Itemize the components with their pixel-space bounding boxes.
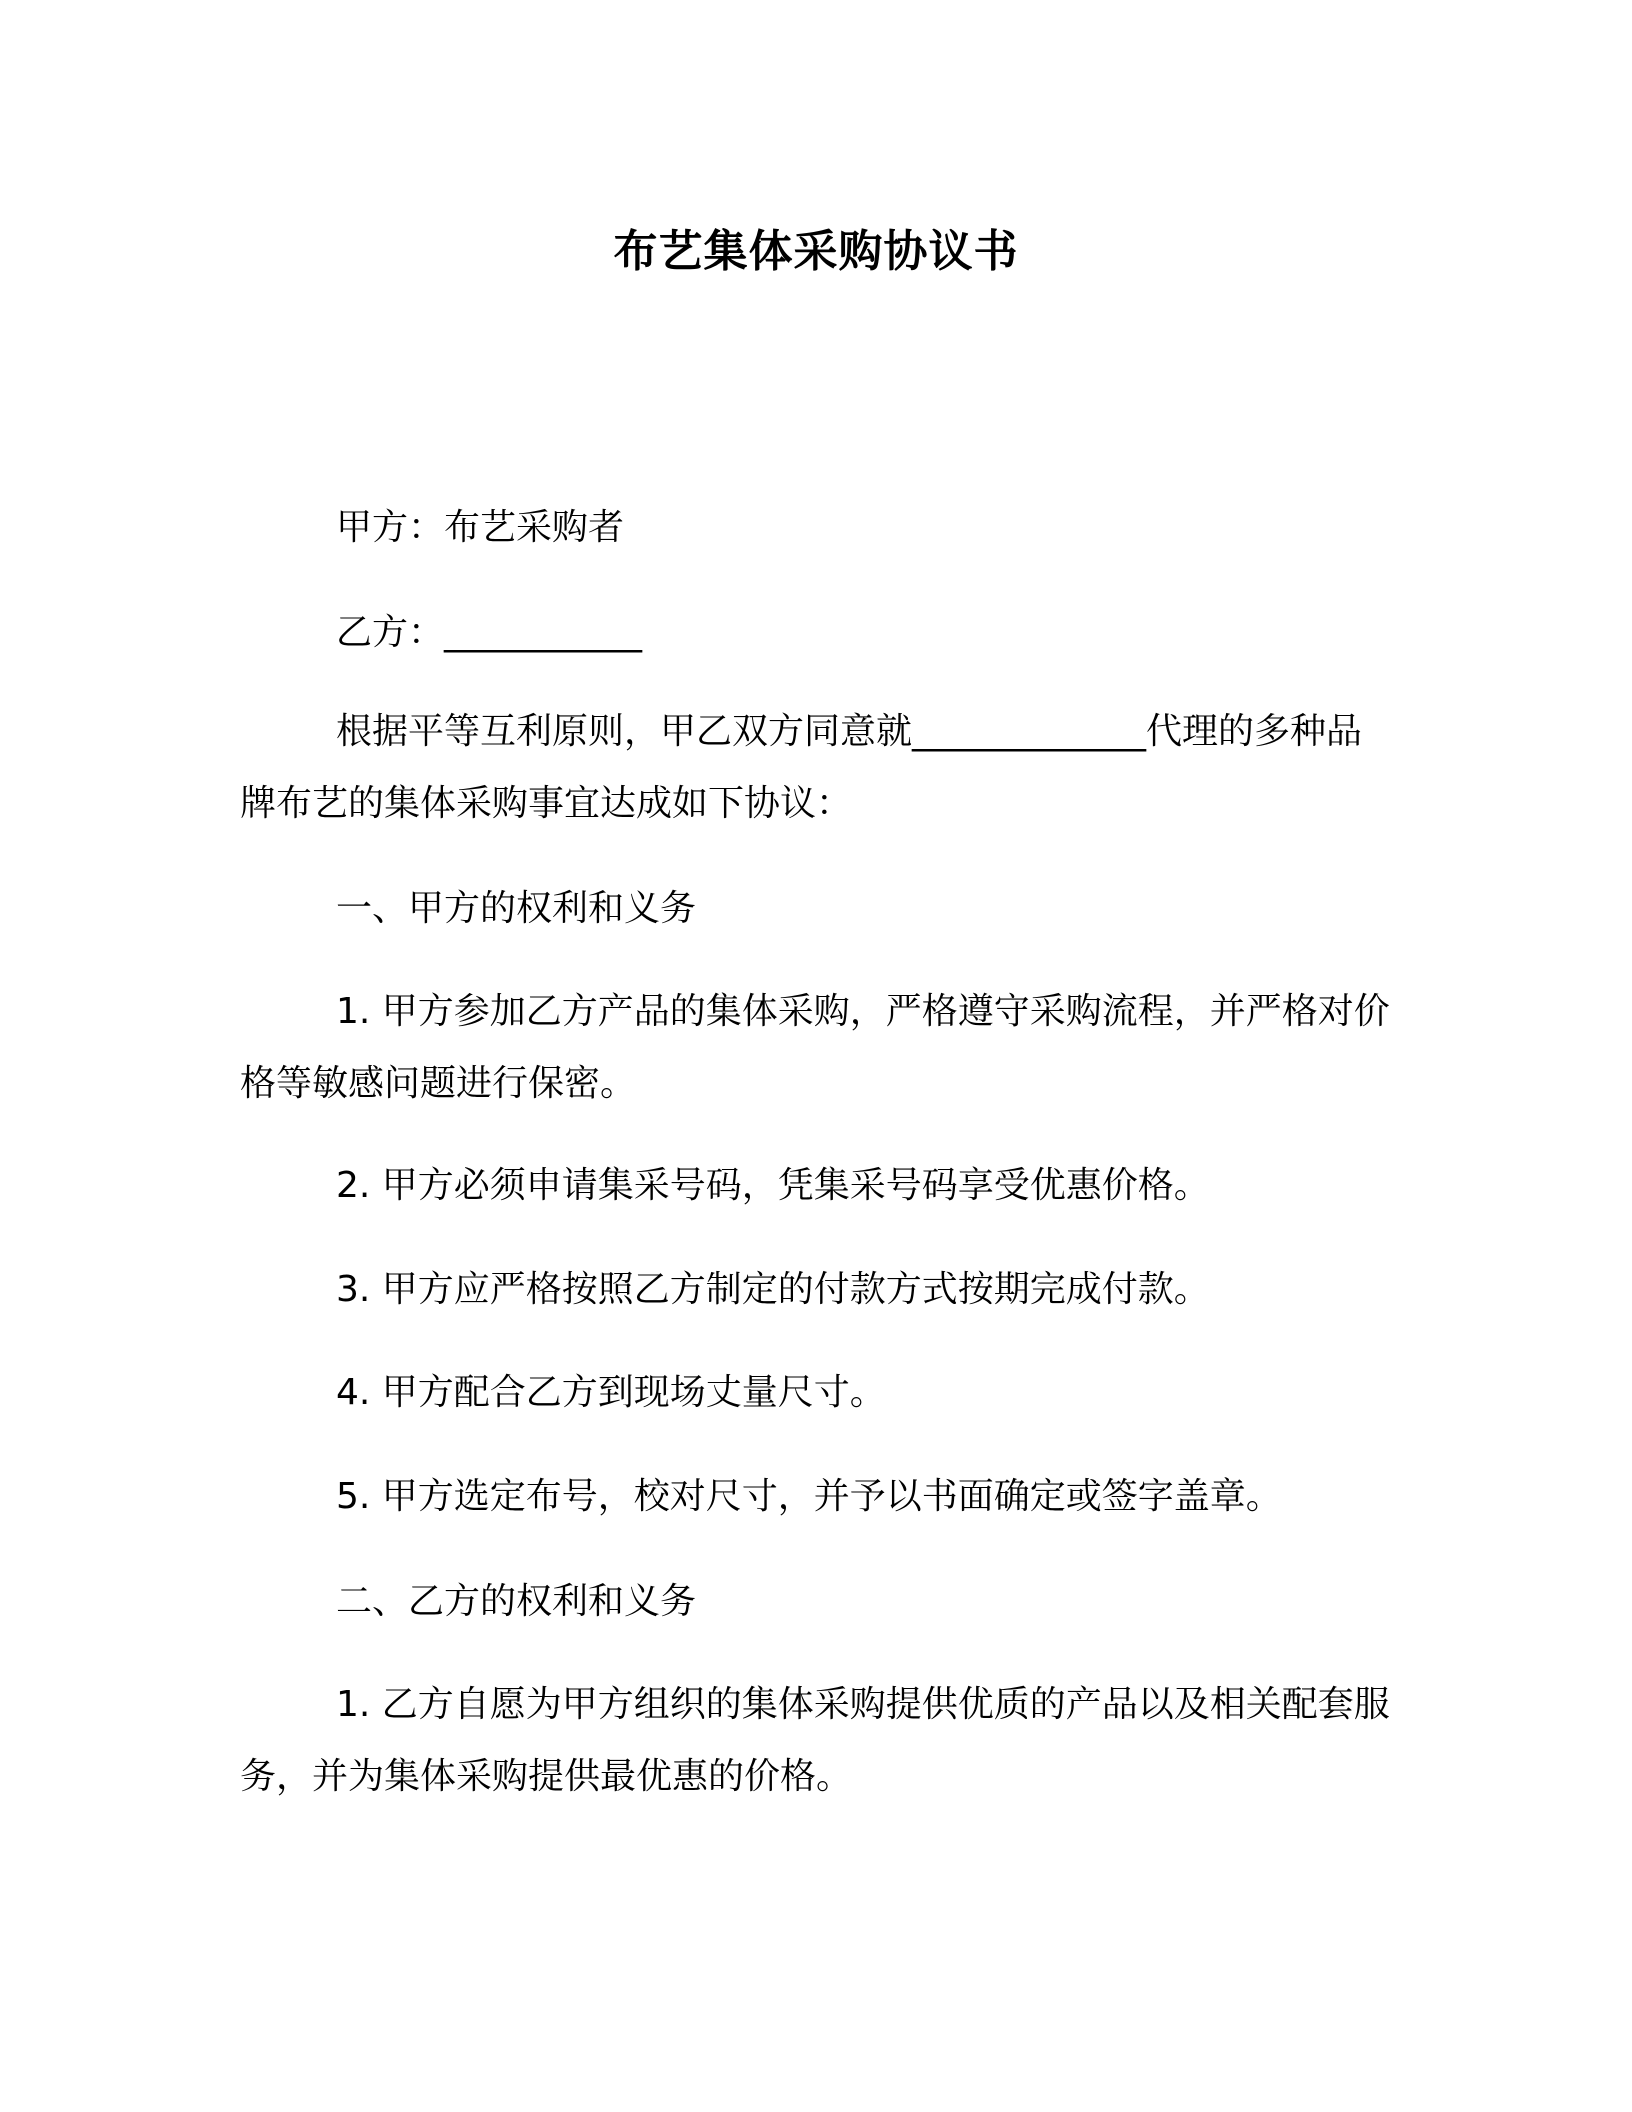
party-a-label: 甲方：	[336, 507, 445, 548]
section1-item-3: 3. 甲方应严格按照乙方制定的付款方式按期完成付款。	[336, 1269, 1210, 1310]
section1-item-4: 4. 甲方配合乙方到现场丈量尺寸。	[336, 1372, 886, 1413]
party-b-blank: ___________	[444, 612, 643, 653]
section2-heading: 二、乙方的权利和义务	[336, 1581, 697, 1622]
section1-heading: 一、甲方的权利和义务	[336, 888, 697, 929]
section2-item-1: 1. 乙方自愿为甲方组织的集体采购提供优质的产品以及相关配套服务，并为集体采购提供最优惠的价格。	[240, 1684, 1390, 1797]
section1-item-1: 1. 甲方参加乙方产品的集体采购，严格遵守采购流程，并严格对价格等敏感问题进行保密。	[240, 991, 1390, 1104]
intro-part2: 代理的多种品牌布艺的集体采购事宜达成如下协议：	[240, 711, 1363, 824]
party-b-line	[336, 597, 642, 669]
intro-part1: 根据平等互利原则，甲乙双方同意就	[336, 711, 913, 752]
intro-paragraph	[240, 696, 1390, 840]
party-b-label: 乙方：	[336, 612, 445, 653]
intro-blank: _____________	[912, 711, 1147, 752]
document-title: 布艺集体采购协议书	[613, 226, 1019, 277]
section1-item-5: 5. 甲方选定布号，校对尺寸，并予以书面确定或签字盖章。	[336, 1476, 1282, 1517]
party-a-line	[336, 492, 624, 564]
section1-item-2: 2. 甲方必须申请集采号码，凭集采号码享受优惠价格。	[336, 1165, 1210, 1206]
party-a-value: 布艺采购者	[444, 507, 625, 548]
